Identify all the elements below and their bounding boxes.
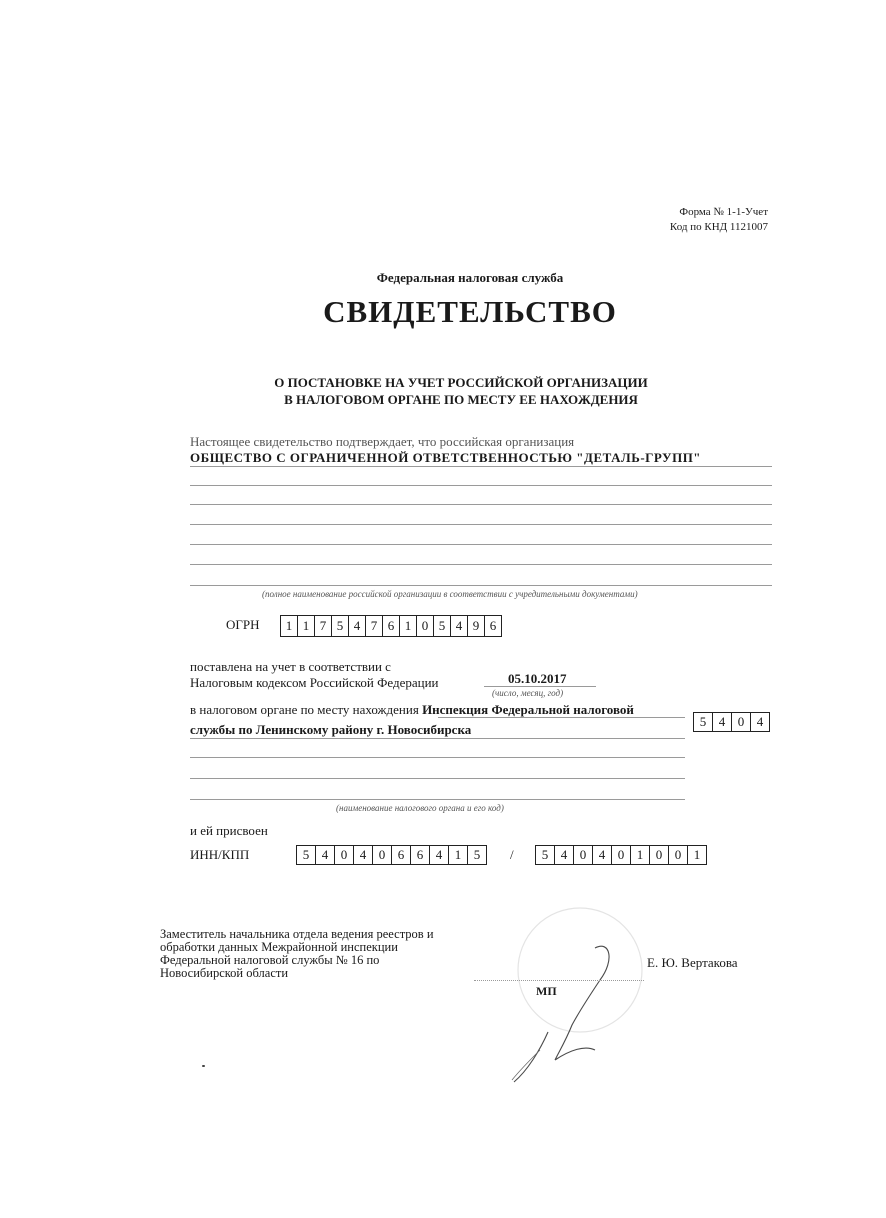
tax-office-line xyxy=(190,757,685,758)
inn-digit: 6 xyxy=(392,846,411,864)
ogrn-digit: 0 xyxy=(417,616,434,636)
speck xyxy=(202,1065,205,1067)
form-header xyxy=(670,205,768,235)
ogrn-digit: 1 xyxy=(281,616,298,636)
inn-digit: 4 xyxy=(430,846,449,864)
registered-line-1: поставлена на учет в соответствии с xyxy=(190,659,391,674)
confirm-text: Настоящее свидетельство подтверждает, что российская организация xyxy=(190,434,575,449)
tax-office-line-1 xyxy=(190,702,634,718)
ogrn-digit: 6 xyxy=(383,616,400,636)
org-line xyxy=(190,544,772,545)
ogrn-boxes xyxy=(280,615,502,637)
tax-office-prefix: в налоговом органе по месту нахождения xyxy=(190,702,419,717)
kpp-digit: 5 xyxy=(536,846,555,864)
date-line xyxy=(484,686,596,687)
inn-digit: 5 xyxy=(297,846,316,864)
registered-line-2: Налоговым кодексом Российской Федерации xyxy=(190,675,439,690)
position-line: обработки данных Межрайонной инспекции xyxy=(160,940,398,954)
org-line xyxy=(190,466,772,467)
tax-office-line xyxy=(190,799,685,800)
inn-boxes xyxy=(296,845,487,865)
ogrn-digit: 5 xyxy=(332,616,349,636)
signature-line xyxy=(474,980,644,981)
tax-office-name-2: службы по Ленинскому району г. Новосибирска xyxy=(190,722,472,737)
kpp-digit: 0 xyxy=(574,846,593,864)
inn-digit: 6 xyxy=(411,846,430,864)
kpp-digit: 1 xyxy=(631,846,650,864)
kpp-digit: 4 xyxy=(593,846,612,864)
signatory-position xyxy=(160,928,480,980)
kpp-digit: 4 xyxy=(555,846,574,864)
kpp-digit: 1 xyxy=(693,847,701,862)
ogrn-digit: 4 xyxy=(349,616,366,636)
tax-office-line xyxy=(190,778,685,779)
ogrn-digit: 1 xyxy=(298,616,315,636)
tax-code-digit: 4 xyxy=(713,713,732,731)
document-subtitle xyxy=(0,374,886,408)
handwritten-signature xyxy=(500,900,700,1090)
inn-digit: 0 xyxy=(335,846,354,864)
inn-digit: 5 xyxy=(473,847,481,862)
inn-digit: 1 xyxy=(449,846,468,864)
org-line xyxy=(190,504,772,505)
org-line xyxy=(190,524,772,525)
tax-office-name-1: Инспекция Федеральной налоговой xyxy=(422,702,634,717)
subtitle-line-1: О ПОСТАНОВКЕ НА УЧЕТ РОССИЙСКОЙ ОРГАНИЗАЦИИ xyxy=(274,375,648,390)
form-number: Форма № 1-1-Учет xyxy=(679,206,768,218)
tax-office-line xyxy=(190,738,685,739)
ogrn-digit: 7 xyxy=(315,616,332,636)
org-line xyxy=(190,485,772,486)
tax-code-digit: 5 xyxy=(694,713,713,731)
subtitle-line-2: В НАЛОГОВОМ ОРГАНЕ ПО МЕСТУ ЕЕ НАХОЖДЕНИЯ xyxy=(284,392,638,407)
ogrn-digit: 7 xyxy=(366,616,383,636)
org-line xyxy=(190,585,772,586)
tax-office-caption: (наименование налогового органа и его код) xyxy=(336,803,504,813)
agency-name: Федеральная налоговая служба xyxy=(376,270,564,285)
org-caption: (полное наименование российской организации в соответствии с учредительными документами) xyxy=(262,589,638,599)
knd-code: Код по КНД 1121007 xyxy=(669,221,768,233)
position-line: Федеральной налоговой службы № 16 по xyxy=(160,953,380,967)
position-line: Новосибирской области xyxy=(160,966,289,980)
kpp-digit: 0 xyxy=(669,846,688,864)
assigned-label: и ей присвоен xyxy=(190,823,268,838)
ogrn-digit: 6 xyxy=(489,618,497,633)
inn-kpp-separator: / xyxy=(510,847,514,862)
inn-kpp-label: ИНН/КПП xyxy=(190,847,250,862)
org-line xyxy=(190,564,772,565)
registration-date: 05.10.2017 xyxy=(508,671,567,686)
position-line: Заместитель начальника отдела ведения реестров и xyxy=(160,927,434,941)
kpp-digit: 0 xyxy=(650,846,669,864)
date-caption: (число, месяц, год) xyxy=(492,688,564,698)
tax-office-code-boxes xyxy=(693,712,770,732)
inn-digit: 4 xyxy=(316,846,335,864)
ogrn-digit: 4 xyxy=(451,616,468,636)
ogrn-digit: 1 xyxy=(400,616,417,636)
ogrn-digit: 9 xyxy=(468,616,485,636)
tax-code-digit: 4 xyxy=(756,714,764,729)
inn-digit: 4 xyxy=(354,846,373,864)
kpp-boxes xyxy=(535,845,707,865)
tax-office-line xyxy=(438,717,685,718)
inn-digit: 0 xyxy=(373,846,392,864)
org-name: ОБЩЕСТВО С ОГРАНИЧЕННОЙ ОТВЕТСТВЕННОСТЬЮ "ДЕТАЛЬ-ГРУПП" xyxy=(190,450,702,465)
document-title: СВИДЕТЕЛЬСТВО xyxy=(323,294,617,329)
stamp-mark: МП xyxy=(536,984,557,998)
kpp-digit: 0 xyxy=(612,846,631,864)
tax-code-digit: 0 xyxy=(732,713,751,731)
signer-name: Е. Ю. Вертакова xyxy=(647,955,738,970)
ogrn-label: ОГРН xyxy=(226,617,260,632)
ogrn-digit: 5 xyxy=(434,616,451,636)
